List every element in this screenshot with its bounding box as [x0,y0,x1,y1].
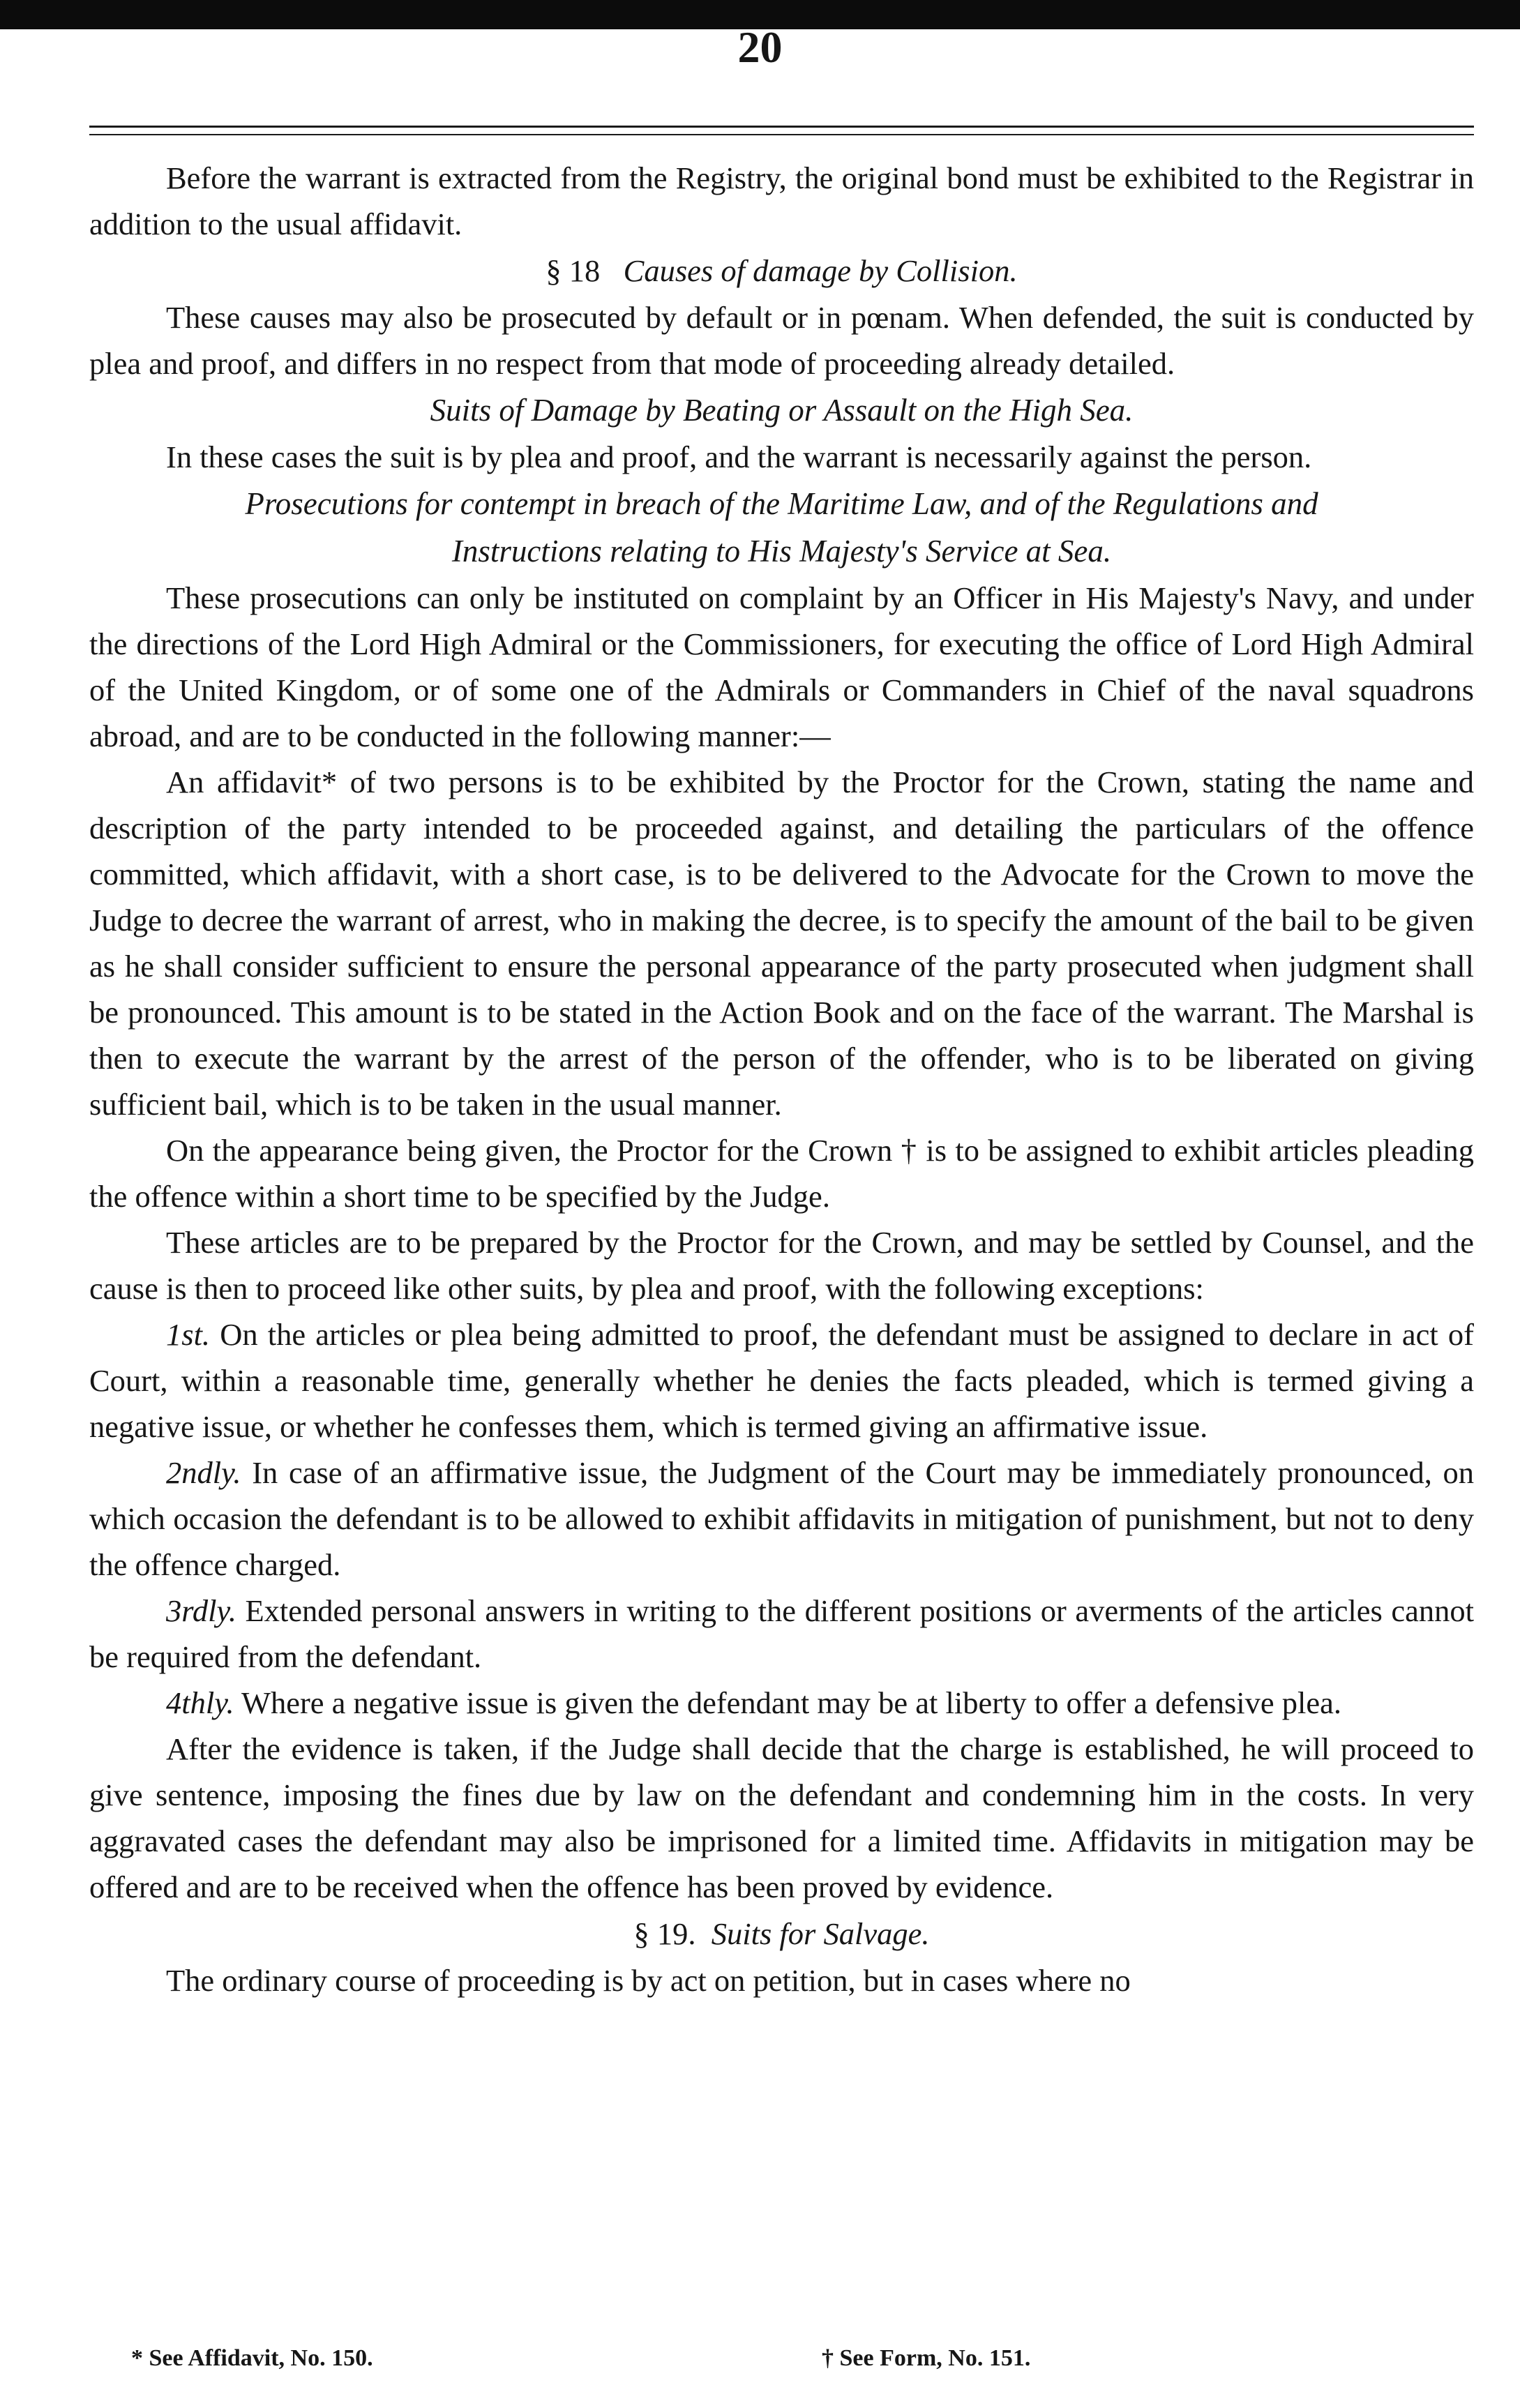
paragraph-salvage: The ordinary course of proceeding is by act on petition, but in cases where no [166,1963,1131,1998]
paragraph-prosecutions: These prosecutions can only be instituted on complaint by an Officer in His Majesty's Navy, and under the directions of the Lord High Admiral or the Commissioners, for executing the office of Lord High Admiral of the United Kingdom, or of some one of the Admirals or Commanders in Chief of the naval squadrons abroad, and are to be conducted in the following manner:— [89,580,1474,753]
page-number: 20 [737,22,783,72]
heading-salvage-title: Suits for Salvage. [711,1916,930,1951]
page-body [89,155,1474,2003]
footnote-form: † See Form, No. 151. [822,2345,1031,2371]
paragraph-third-exception [89,1588,1474,1680]
paragraph-collision: These causes may also be prosecuted by default or in pœnam. When defended, the suit is conducted by plea and proof, and differs in no respect from that mode of proceeding already detailed. [89,300,1474,381]
heading-section-19 [89,1910,1474,1957]
paragraph-articles: These articles are to be prepared by the Proctor for the Crown, and may be settled by Counsel, and the cause is then to proceed like other suits, by plea and proof, with the following exceptions: [89,1225,1474,1306]
paragraph-warrant-bond: Before the warrant is extracted from the Registry, the original bond must be exhibited to the Registrar in addition to the usual affidavit. [89,160,1474,241]
paragraph-sentence: After the evidence is taken, if the Judge shall decide that the charge is established, he will proceed to give sentence, imposing the fines due by law on the defendant and condemning him in the costs. In very aggravated cases the defendant may also be imprisoned for a limited time. Affidavits in mitigation may be offered and are to be received when the offence has been proved by evidence. [89,1731,1474,1904]
text-first: On the articles or plea being admitted to proof, the defendant must be assigned to declare in act of Court, within a reasonable time, generally whether he denies the facts pleaded, which is termed giving a negative issue, or whether he confesses them, which is termed giving an affirmative issue. [89,1317,1474,1444]
label-first: 1st. [166,1317,211,1352]
heading-section-18 [89,247,1474,294]
paragraph-fourth-exception [89,1680,1474,1726]
paragraph-affidavit: An affidavit* of two persons is to be exhibited by the Proctor for the Crown, stating the name and description of the party intended to be proceeded against, and detailing the particulars of the offence committed, which affidavit, with a short case, is to be delivered to the Advocate for the Crown to move the Judge to decree the warrant of arrest, who in making the decree, is to specify the amount of the bail to be given as he shall consider sufficient to ensure the personal appearance of the party prosecuted when judgment shall be pronounced. This amount is to be stated in the Action Book and on the face of the warrant. The Marshal is then to execute the warrant by the arrest of the person of the offender, who is to be liberated on giving sufficient bail, which is to be taken in the usual manner. [89,765,1474,1122]
section-mark-18: § 18 [545,253,601,288]
header-rule-thin [89,134,1474,135]
label-fourth: 4thly. [166,1685,234,1720]
header-rule-thick [89,126,1474,128]
label-second: 2ndly. [166,1455,241,1490]
footnote-affidavit: * See Affidavit, No. 150. [131,2345,373,2371]
heading-collision-title: Causes of damage by Collision. [623,253,1018,288]
heading-prosecutions-line-2: Instructions relating to His Majesty's Service at Sea. [451,534,1112,569]
label-third: 3rdly. [166,1593,236,1628]
text-fourth: Where a negative issue is given the defendant may be at liberty to offer a defensive plea. [234,1685,1342,1720]
text-second: In case of an affirmative issue, the Judgment of the Court may be immediately pronounced, on which occasion the defendant is to be allowed to exhibit affidavits in mitigation of punishment, but not to deny the offence charged. [89,1455,1474,1582]
paragraph-second-exception [89,1450,1474,1588]
paragraph-appearance: On the appearance being given, the Proctor for the Crown † is to be assigned to exhibit articles pleading the offence within a short time to be specified by the Judge. [89,1133,1474,1214]
text-third: Extended personal answers in writing to the different positions or averments of the articles cannot be required from the defendant. [89,1593,1474,1674]
heading-prosecutions-line-1: Prosecutions for contempt in breach of the Maritime Law, and of the Regulations and [245,486,1318,521]
paragraph-assault: In these cases the suit is by plea and proof, and the warrant is necessarily against the person. [166,439,1312,474]
section-mark-19: § 19. [633,1916,696,1951]
heading-suits-of-damage: Suits of Damage by Beating or Assault on the High Sea. [430,393,1134,428]
paragraph-first-exception [89,1311,1474,1450]
